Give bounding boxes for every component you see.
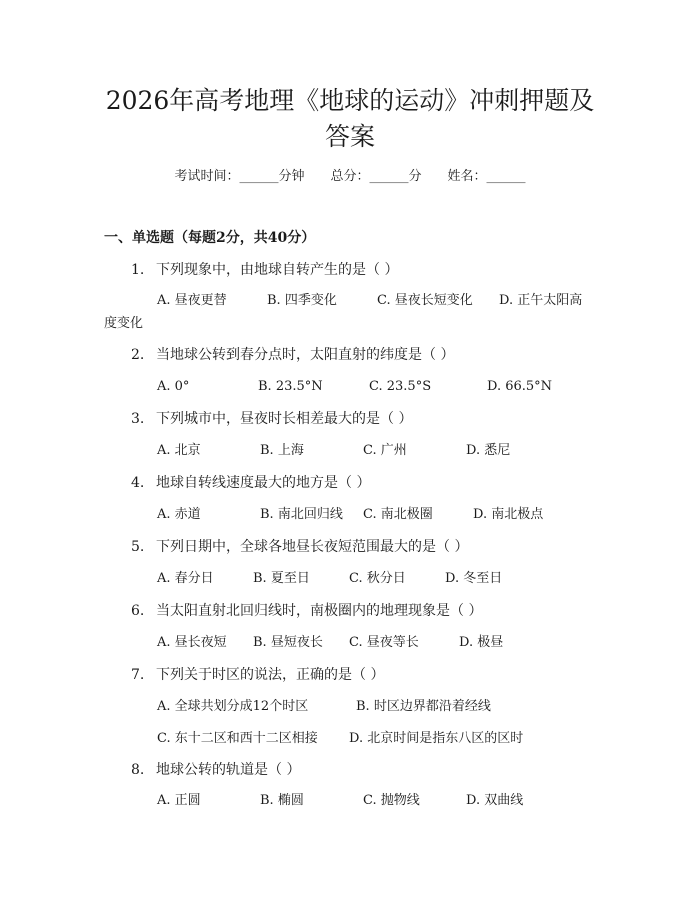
option-b: B. 昼短夜长 (253, 635, 323, 650)
document-title-line1: 2026年高考地理《地球的运动》冲刺押题及 (105, 86, 595, 115)
option-a: A. 赤道 (157, 507, 201, 522)
option-d: D. 北京时间是指东八区的区时 (349, 731, 524, 746)
option-c: C. 广州 (363, 443, 407, 458)
question-stem: 地球公转的轨道是（ ） (156, 762, 301, 778)
option-a: A. 全球共划分成12个时区 (157, 699, 309, 714)
option-b: B. 四季变化 (267, 293, 337, 308)
question-stem: 当地球公转到春分点时，太阳直射的纬度是（ ） (156, 347, 455, 363)
option-c: C. 昼夜长短变化 (377, 293, 473, 308)
option-d: D. 南北极点 (473, 507, 544, 522)
option-a: A. 北京 (157, 443, 201, 458)
question-number: 8. (131, 762, 145, 778)
option-b: B. 南北回归线 (260, 507, 343, 522)
option-a: A. 昼长夜短 (157, 635, 227, 650)
option-d: D. 66.5°N (487, 379, 553, 394)
option-d-continuation: 度变化 (104, 316, 144, 331)
option-a: A. 正圆 (157, 793, 201, 808)
option-b: B. 时区边界都沿着经线 (356, 699, 491, 714)
question-number: 6. (131, 603, 145, 619)
option-d: D. 双曲线 (466, 793, 524, 808)
section-heading: 一、单选题（每题2分，共40分） (104, 230, 316, 246)
question-stem: 下列关于时区的说法，正确的是（ ） (156, 667, 385, 683)
question-number: 1. (131, 262, 145, 278)
option-c: C. 昼夜等长 (349, 635, 419, 650)
option-c: C. 23.5°S (369, 379, 432, 394)
question-number: 3. (131, 411, 145, 427)
exam-info-line (0, 168, 700, 186)
option-b: B. 上海 (260, 443, 304, 458)
question-number: 5. (131, 539, 145, 555)
option-d: D. 正午太阳高 (499, 293, 583, 308)
question-stem: 下列日期中，全球各地昼长夜短范围最大的是（ ） (156, 539, 469, 555)
option-c: C. 南北极圈 (363, 507, 433, 522)
option-b: B. 椭圆 (260, 793, 304, 808)
exam-name-field: 姓名：______ (447, 169, 526, 184)
option-c: C. 秋分日 (349, 571, 406, 586)
option-d: D. 冬至日 (445, 571, 503, 586)
question-number: 4. (131, 475, 145, 491)
option-b: B. 夏至日 (253, 571, 310, 586)
question-stem: 当太阳直射北回归线时，南极圈内的地理现象是（ ） (156, 603, 483, 619)
question-number: 7. (131, 667, 145, 683)
question-number: 2. (131, 347, 145, 363)
option-c: C. 东十二区和西十二区相接 (157, 731, 318, 746)
exam-time: 考试时间：______分钟 (174, 169, 305, 184)
option-d: D. 悉尼 (466, 443, 511, 458)
question-stem: 下列城市中，昼夜时长相差最大的是（ ） (156, 411, 413, 427)
exam-total-score: 总分：______分 (330, 169, 422, 184)
option-a: A. 0° (157, 379, 190, 394)
option-c: C. 抛物线 (363, 793, 420, 808)
question-stem: 下列现象中，由地球自转产生的是（ ） (156, 262, 399, 278)
option-a: A. 昼夜更替 (157, 293, 227, 308)
option-b: B. 23.5°N (258, 379, 323, 394)
document-title-line2: 答案 (324, 122, 375, 151)
question-stem: 地球自转线速度最大的地方是（ ） (156, 475, 371, 491)
option-d: D. 极昼 (459, 635, 504, 650)
option-a: A. 春分日 (157, 571, 214, 586)
